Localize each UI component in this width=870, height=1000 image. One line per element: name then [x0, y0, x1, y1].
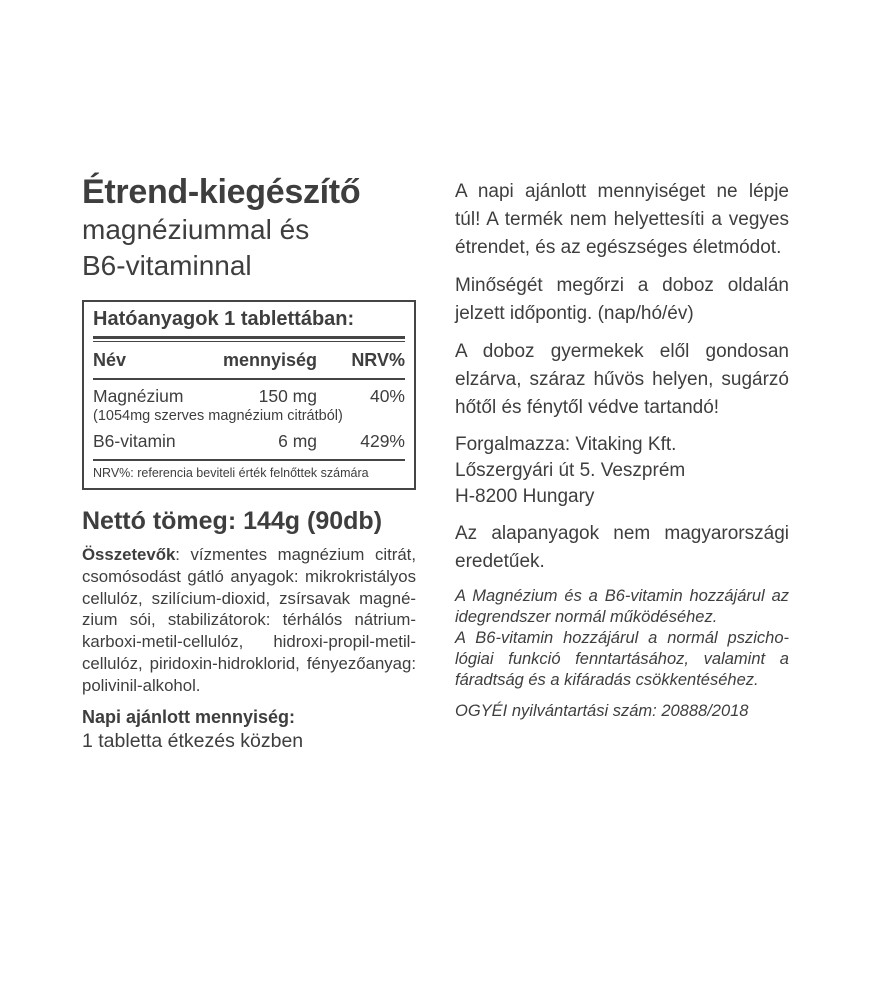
daily-dose-heading: Napi ajánlott mennyiség:: [82, 706, 296, 727]
text-line: A doboz gyermekek elől gondosan: [455, 341, 789, 362]
magnesium-source-note: (1054mg szerves magnézium citrátból): [93, 408, 343, 424]
cell-nrv: 429%: [360, 431, 405, 451]
cell-nrv: 40%: [369, 386, 405, 406]
text-line: lógiai funkció fenntartásához, valamint a: [455, 650, 789, 668]
right-column: [455, 178, 789, 732]
ingredients-paragraph: [82, 544, 416, 697]
cell-amount: 6 mg: [278, 431, 317, 451]
paragraph-origin: [455, 520, 789, 576]
text-line: cellulóz, szilícium-dioxid, zsírsavak magné-: [82, 588, 416, 608]
text-line: Forgalmazza: Vitaking Kft.: [455, 434, 677, 455]
paragraph-registration: [455, 701, 789, 722]
left-column: [82, 172, 416, 753]
cell-name: B6-vitamin: [93, 431, 176, 451]
text-line: idegrendszer normál működéséhez.: [455, 608, 718, 626]
text-line: hőtől és fénytől védve tartandó!: [455, 397, 720, 418]
text-line: túl! A termék nem helyettesíti a vegyes: [455, 209, 789, 230]
text-line: A Magnézium és a B6-vitamin hozzájárul az: [455, 587, 789, 605]
text-line: jelzett időpontig. (nap/hó/év): [455, 303, 694, 324]
paragraph-claim-b6: [455, 628, 789, 691]
text-line: A napi ajánlott mennyiséget ne lépje: [455, 181, 789, 202]
product-subtitle-line-2: B6-vitaminnal: [82, 250, 252, 281]
text-line: Az alapanyagok nem magyarországi: [455, 523, 789, 544]
text-line: H-8200 Hungary: [455, 486, 595, 507]
product-title: Étrend-kiegészítő: [82, 173, 361, 211]
text-line: karboxi-metil-cellulóz, hidroxi-propil-metil-: [82, 632, 416, 652]
paragraph-distributor: [455, 432, 789, 510]
text-line: eredetűek.: [455, 551, 545, 572]
text-line: A B6-vitamin hozzájárul a normál pszicho-: [455, 629, 789, 647]
column-header-amount: mennyiség: [222, 350, 317, 370]
table-header-rule: [93, 378, 405, 380]
text-line: étrendet, és az egészséges életmódot.: [455, 237, 782, 258]
text-line: cellulóz, piridoxin-hidroklorid, fényezőanyag:: [82, 653, 416, 673]
cell-amount: 150 mg: [258, 386, 317, 406]
text-line: Lőszergyári út 5. Veszprém: [455, 460, 686, 481]
table-footnote: NRV%: referencia beviteli érték felnőttek számára: [93, 466, 369, 480]
daily-dose-text: 1 tabletta étkezés közben: [82, 729, 304, 752]
text-line: OGYÉI nyilvántartási szám: 20888/2018: [455, 702, 749, 720]
table-header-row: [93, 342, 405, 378]
paragraph-quality: [455, 272, 789, 328]
text-line: polivinil-alkohol.: [82, 675, 201, 695]
net-weight-heading: Nettó tömeg: 144g (90db): [82, 507, 383, 535]
cell-name: Magnézium: [93, 386, 184, 406]
text-line: csomósodást gátló anyagok: mikrokristályos: [82, 566, 416, 586]
paragraph-claim-magnesium: [455, 586, 789, 628]
text-line: Összetevők: vízmentes magnézium citrát,: [82, 545, 416, 564]
active-ingredients-table: [82, 300, 416, 490]
paragraph-warning: [455, 178, 789, 262]
ingredients-label: Összetevők: [82, 545, 176, 564]
text-line: Minőségét megőrzi a doboz oldalán: [455, 275, 789, 296]
text-line: elzárva, száraz hűvös helyen, sugárzó: [455, 369, 789, 390]
product-subtitle-line-1: magnéziummal és: [82, 214, 310, 245]
column-header-name: Név: [93, 350, 127, 370]
table-row-b6-vitamin: [93, 431, 405, 451]
text-line: fáradtság és a kifáradás csökkentéséhez.: [455, 671, 759, 689]
table-caption: Hatóanyagok 1 tablettában:: [93, 308, 355, 330]
column-header-nrv: NRV%: [351, 350, 405, 370]
paragraph-storage: [455, 338, 789, 422]
table-row-magnesium: [93, 386, 405, 406]
text-line: zium sói, stabilizátorok: térhálós nátrium-: [82, 610, 416, 630]
